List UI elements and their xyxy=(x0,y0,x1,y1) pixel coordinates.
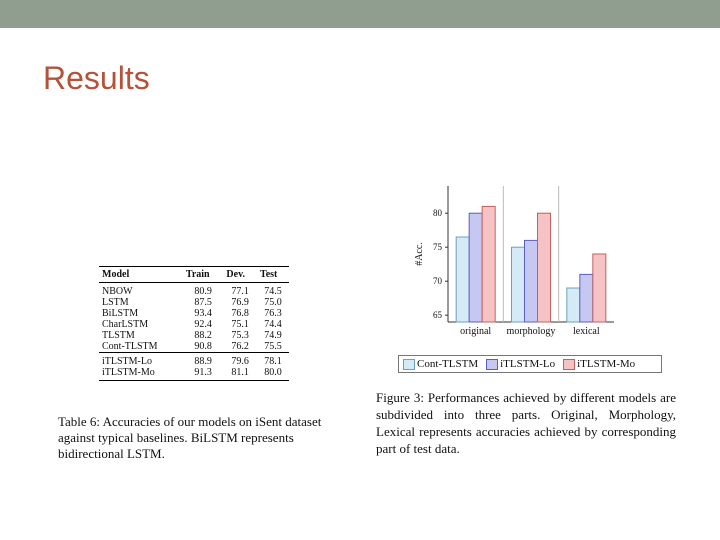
cell-test: 75.5 xyxy=(264,341,282,352)
cell-dev: 77.1 xyxy=(231,286,249,297)
header-model: Model xyxy=(99,267,183,283)
cell-model: LSTM xyxy=(102,297,129,308)
cell-test: 80.0 xyxy=(257,367,289,381)
y-tick-label: 75 xyxy=(433,242,442,253)
x-tick-label-morphology: morphology xyxy=(506,326,556,337)
bar-itlstm-mo-morphology xyxy=(538,213,551,322)
cell-train: 88.2 xyxy=(194,330,212,341)
cell-model: CharLSTM xyxy=(102,319,149,330)
cell-dev: 75.3 xyxy=(231,330,249,341)
cell-dev: 81.1 xyxy=(223,367,257,381)
cell-test: 74.9 xyxy=(264,330,282,341)
cell-test: 75.0 xyxy=(264,297,282,308)
legend-item xyxy=(403,358,478,370)
x-tick-label-original: original xyxy=(460,326,492,337)
cell-train: 91.3 xyxy=(183,367,224,381)
cell-test: 74.5 xyxy=(264,286,282,297)
legend-label: Cont-TLSTM xyxy=(417,358,479,370)
cell-train: 93.4 xyxy=(194,308,212,319)
bar-itlstm-lo-lexical xyxy=(580,274,593,322)
header-train: Train xyxy=(183,267,224,283)
cell-train: 92.4 xyxy=(194,319,212,330)
legend-label: iTLSTM-Mo xyxy=(577,358,636,370)
cell-dev: 79.6 xyxy=(223,353,257,368)
y-tick-label: 70 xyxy=(433,276,442,287)
legend-item xyxy=(563,358,635,370)
figure-caption: Figure 3: Performances achieved by different models are subdivided into three parts. Original, Morphology, Lexical represents accuracies achieved by corresponding part of test data. xyxy=(376,390,676,456)
cell-dev: 76.2 xyxy=(231,341,249,352)
cell-test: 76.3 xyxy=(264,308,282,319)
cell-model: NBOW xyxy=(102,286,133,297)
cell-test: 78.1 xyxy=(257,353,289,368)
cell-dev: 76.8 xyxy=(231,308,249,319)
legend-swatch xyxy=(486,359,498,370)
x-tick-label-lexical: lexical xyxy=(573,326,600,337)
cell-train: 87.5 xyxy=(194,297,212,308)
cell-train: 90.8 xyxy=(194,341,212,352)
y-tick-label: 65 xyxy=(433,310,442,321)
bar-cont-tlstm-original xyxy=(456,237,469,322)
cell-model: iTLSTM-Lo xyxy=(99,353,183,368)
legend-item xyxy=(486,358,555,370)
slide-title: Results xyxy=(43,60,150,96)
cell-train: 88.9 xyxy=(183,353,224,368)
bar-itlstm-mo-original xyxy=(482,206,495,322)
cell-dev: 75.1 xyxy=(231,319,249,330)
legend-swatch xyxy=(563,359,575,370)
cell-train: 80.9 xyxy=(194,286,212,297)
cell-test: 74.4 xyxy=(264,319,282,330)
y-tick-label: 80 xyxy=(433,208,442,219)
legend-label: iTLSTM-Lo xyxy=(500,358,556,370)
table-caption: Table 6: Accuracies of our models on iSent dataset against typical baselines. BiLSTM represents bidirectional LSTM. xyxy=(58,414,322,461)
y-axis-label: #Acc. xyxy=(414,242,425,266)
bar-itlstm-lo-morphology xyxy=(525,240,538,322)
chart-legend xyxy=(398,355,662,373)
bar-cont-tlstm-morphology xyxy=(512,247,525,322)
cell-model: TLSTM xyxy=(102,330,135,341)
cell-model: BiLSTM xyxy=(102,308,139,319)
header-test: Test xyxy=(257,267,289,283)
header-dev: Dev. xyxy=(223,267,257,283)
bar-cont-tlstm-lexical xyxy=(567,288,580,322)
cell-model: Cont-TLSTM xyxy=(102,341,158,352)
cell-model: iTLSTM-Mo xyxy=(99,367,183,381)
bar-itlstm-lo-original xyxy=(469,213,482,322)
bar-itlstm-mo-lexical xyxy=(593,254,606,322)
legend-swatch xyxy=(403,359,415,370)
cell-dev: 76.9 xyxy=(231,297,249,308)
